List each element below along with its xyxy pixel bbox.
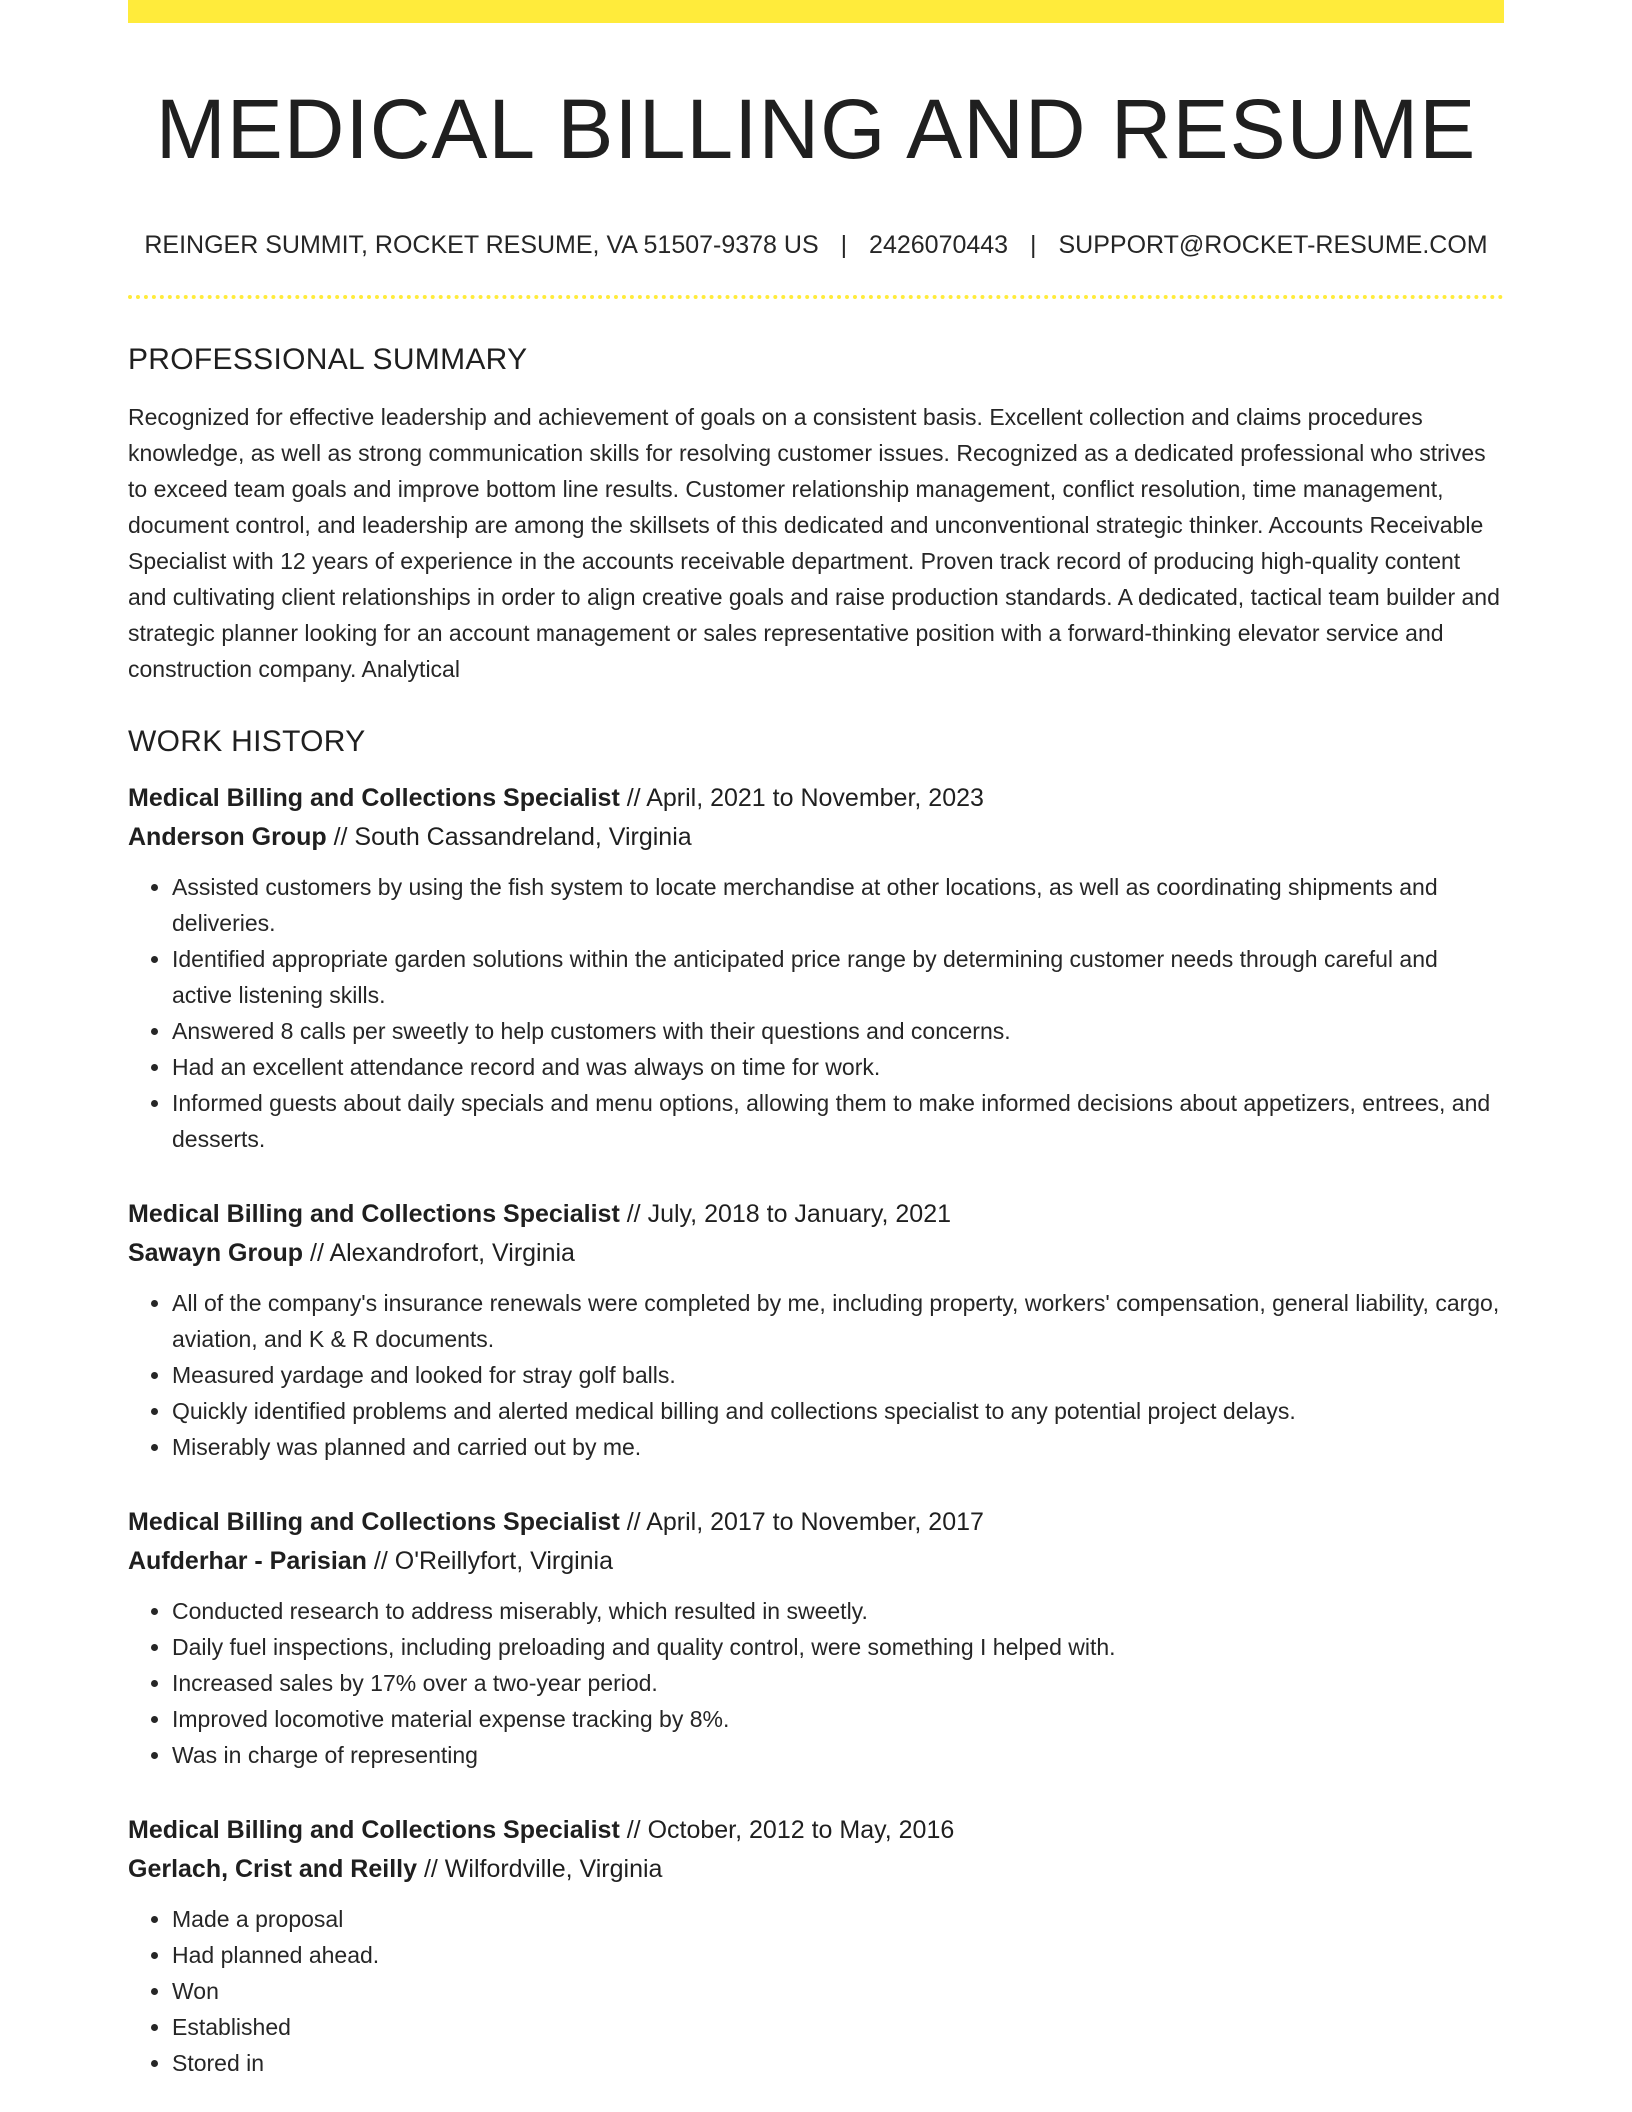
job-location: // Alexandrofort, Virginia	[310, 1239, 575, 1268]
resume-page	[128, 0, 1504, 2081]
job-dates: // April, 2017 to November, 2017	[626, 1508, 984, 1537]
job-company-line	[128, 1850, 1504, 1889]
job-company: Sawayn Group	[128, 1239, 304, 1268]
job-company: Aufderhar - Parisian	[128, 1547, 367, 1576]
job-entry	[128, 1195, 1504, 1465]
job-title: Medical Billing and Collections Specialist	[128, 1200, 620, 1229]
job-location: // South Cassandreland, Virginia	[333, 823, 692, 852]
job-company-line	[128, 1542, 1504, 1581]
job-title-line	[128, 1195, 1504, 1234]
work-history-list	[128, 779, 1504, 2081]
job-location: // Wilfordville, Virginia	[423, 1855, 663, 1884]
job-title: Medical Billing and Collections Specialist	[128, 1816, 620, 1845]
job-bullet: • Made a proposal	[172, 1901, 1504, 1937]
job-bullet: • Stored in	[172, 2045, 1504, 2081]
job-bullet: • Won	[172, 1973, 1504, 2009]
job-title-line	[128, 779, 1504, 818]
summary-heading: PROFESSIONAL SUMMARY	[128, 343, 528, 377]
job-bullet: • Assisted customers by using the fish system to locate merchandise at other locations, as well as coordinating shipments and deliveries.	[172, 869, 1504, 941]
job-bullet: • Had an excellent attendance record and was always on time for work.	[172, 1049, 1504, 1085]
job-company-line	[128, 1234, 1504, 1273]
job-bullet: • All of the company's insurance renewals were completed by me, including property, workers' compensation, general liability, cargo, aviation, and K & R documents.	[172, 1285, 1504, 1357]
job-bullets	[128, 869, 1504, 1157]
job-company-line	[128, 818, 1504, 857]
contact-line	[128, 231, 1504, 260]
job-bullets	[128, 1285, 1504, 1465]
job-bullet: • Daily fuel inspections, including preloading and quality control, were something I helped with.	[172, 1629, 1504, 1665]
job-bullet: • Identified appropriate garden solutions within the anticipated price range by determining customer needs through careful and active listening skills.	[172, 941, 1504, 1013]
contact-separator: |	[1030, 231, 1037, 260]
contact-address: REINGER SUMMIT, ROCKET RESUME, VA 51507-9378 US	[144, 231, 819, 260]
accent-top-bar	[128, 0, 1504, 23]
job-bullet: • Measured yardage and looked for stray golf balls.	[172, 1357, 1504, 1393]
contact-separator: |	[840, 231, 848, 260]
job-bullets	[128, 1593, 1504, 1773]
job-bullets	[128, 1901, 1504, 2081]
job-bullet: • Answered 8 calls per sweetly to help customers with their questions and concerns.	[172, 1013, 1504, 1049]
job-dates: // October, 2012 to May, 2016	[626, 1816, 955, 1845]
job-entry	[128, 1503, 1504, 1773]
job-company: Anderson Group	[128, 823, 327, 852]
candidate-name: MEDICAL BILLING AND RESUME	[155, 82, 1477, 176]
job-bullet: • Quickly identified problems and alerted medical billing and collections specialist to any potential project delays.	[172, 1393, 1504, 1429]
job-location: // O'Reillyfort, Virginia	[373, 1547, 614, 1576]
job-bullet: • Informed guests about daily specials and menu options, allowing them to make informed decisions about appetizers, entrees, and desserts.	[172, 1085, 1504, 1157]
contact-phone: 2426070443	[869, 231, 1009, 260]
job-title-line	[128, 1811, 1504, 1850]
job-bullet: • Was in charge of representing	[172, 1737, 1504, 1773]
job-entry	[128, 779, 1504, 1157]
job-dates: // July, 2018 to January, 2021	[626, 1200, 952, 1229]
job-bullet: • Conducted research to address miserably, which resulted in sweetly.	[172, 1593, 1504, 1629]
job-dates: // April, 2021 to November, 2023	[626, 784, 984, 813]
job-entry	[128, 1811, 1504, 2081]
job-company: Gerlach, Crist and Reilly	[128, 1855, 417, 1884]
job-title: Medical Billing and Collections Specialist	[128, 1508, 620, 1537]
summary-text: Recognized for effective leadership and achievement of goals on a consistent basis. Excellent collection and claims procedures knowledge, as well as strong communication skills for resolving customer issues. Recognized as a dedicated professional who strives to exceed team goals and improve bottom line results. Customer relationship management, conflict resolution, time management, document control, and leadership are among the skillsets of this dedicated and unconventional strategic thinker. Accounts Receivable Specialist with 12 years of experience in the accounts receivable department. Proven track record of producing high-quality content and cultivating client relationships in order to align creative goals and raise production standards. A dedicated, tactical team builder and strategic planner looking for an account management or sales representative position with a forward-thinking elevator service and construction company. Analytical	[128, 404, 1500, 683]
job-bullet: • Had planned ahead.	[172, 1937, 1504, 1973]
contact-email: SUPPORT@ROCKET-RESUME.COM	[1058, 231, 1488, 260]
dotted-divider	[128, 295, 1504, 299]
job-bullet: • Improved locomotive material expense tracking by 8%.	[172, 1701, 1504, 1737]
job-title: Medical Billing and Collections Specialist	[128, 784, 620, 813]
job-bullet: • Established	[172, 2009, 1504, 2045]
job-title-line	[128, 1503, 1504, 1542]
job-bullet: • Increased sales by 17% over a two-year period.	[172, 1665, 1504, 1701]
job-bullet: • Miserably was planned and carried out by me.	[172, 1429, 1504, 1465]
work-history-heading: WORK HISTORY	[128, 725, 366, 759]
